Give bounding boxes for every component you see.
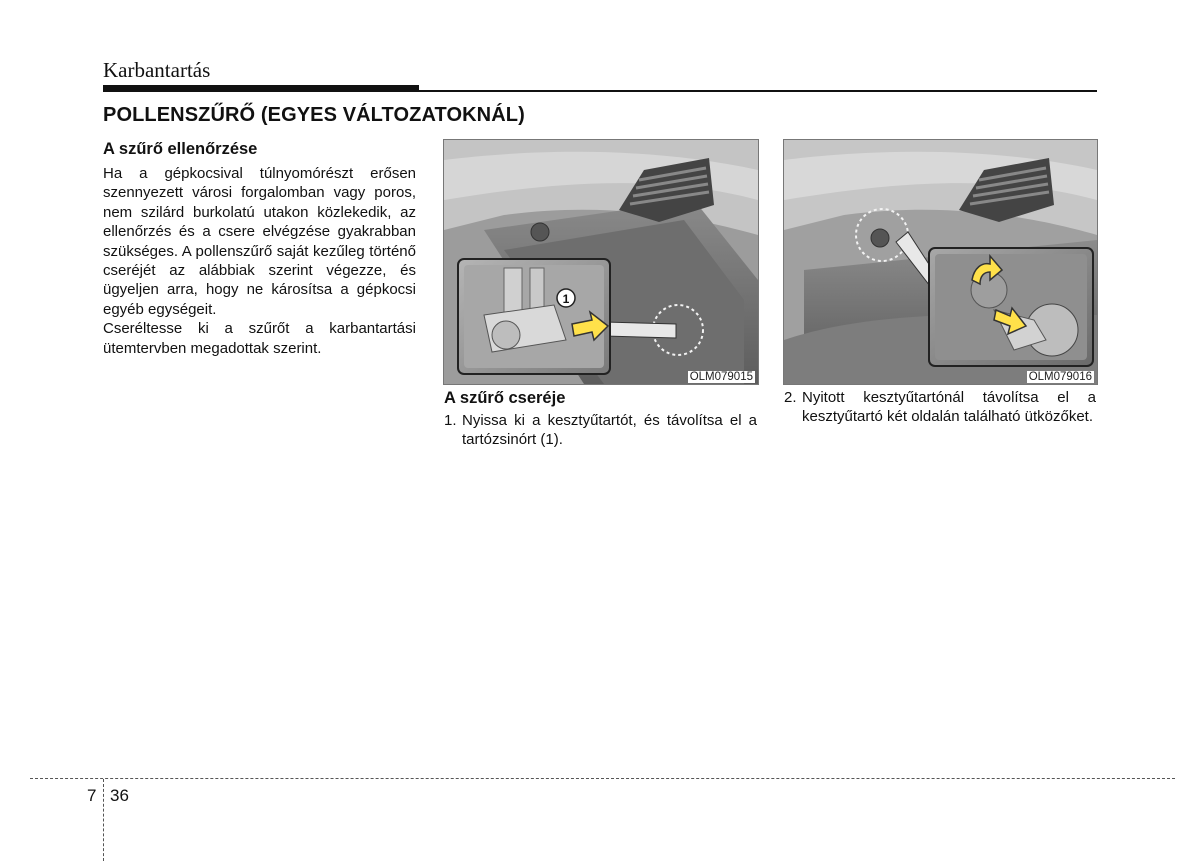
footer-divider-vertical (103, 779, 104, 861)
inset-detail (929, 248, 1093, 366)
glovebox-cord-illustration (444, 140, 758, 384)
chapter-number: 7 (87, 786, 97, 805)
filter-replace-heading: A szűrő cseréje (444, 389, 566, 407)
step-text: Nyissa ki a kesztyűtartót, és távolítsa el a tartózsinórt (1). (462, 412, 757, 449)
filter-check-paragraph: Ha a gépkocsival túlnyomórészt erősen szennyezett városi forgalomban vagy poros, nem szilárd burkolatú utakon közlekedik, az ellenőrzés és a csere elvégzése gyakrabban szükséges. A pollenszűrő saját kezűleg történő cseréjét az alábbiak szerint végezze, és ügyeljen arra, hogy ne károsítsa a gépkocsi egyéb egységeit. (103, 165, 416, 318)
replace-steps-list (444, 411, 757, 450)
header-rule-thick (103, 85, 419, 92)
figure-glovebox-cord (443, 139, 759, 385)
replace-steps-list (784, 388, 1096, 427)
step-number: 1. (444, 412, 457, 429)
filter-check-section (103, 140, 416, 358)
filter-replace-section (444, 389, 757, 450)
page-number: 36 (110, 786, 129, 805)
section-title: Karbantartás (103, 58, 211, 82)
step-number: 2. (784, 389, 797, 406)
filter-replace-continued (784, 388, 1096, 427)
glovebox-stoppers-illustration (784, 140, 1097, 384)
footer-divider (30, 778, 1175, 779)
step-text: Nyitott kesztyűtartónál távolítsa el a kesztyűtartó két oldalán található ütközőket. (802, 389, 1096, 426)
figure-glovebox-stoppers (783, 139, 1098, 385)
header-rule-thin (419, 90, 1097, 92)
list-item (444, 411, 757, 450)
list-item (784, 388, 1096, 427)
figure-code: OLM079015 (689, 371, 753, 383)
inset-detail (458, 259, 610, 374)
page-heading: POLLENSZŰRŐ (EGYES VÁLTOZATOKNÁL) (103, 104, 525, 126)
figure-code: OLM079016 (1028, 371, 1092, 383)
filter-check-paragraph: Cseréltesse ki a szűrőt a karbantartási ütemtervben megadottak szerint. (103, 320, 416, 357)
filter-check-heading: A szűrő ellenőrzése (103, 140, 258, 158)
callout-number: 1 (562, 292, 570, 306)
